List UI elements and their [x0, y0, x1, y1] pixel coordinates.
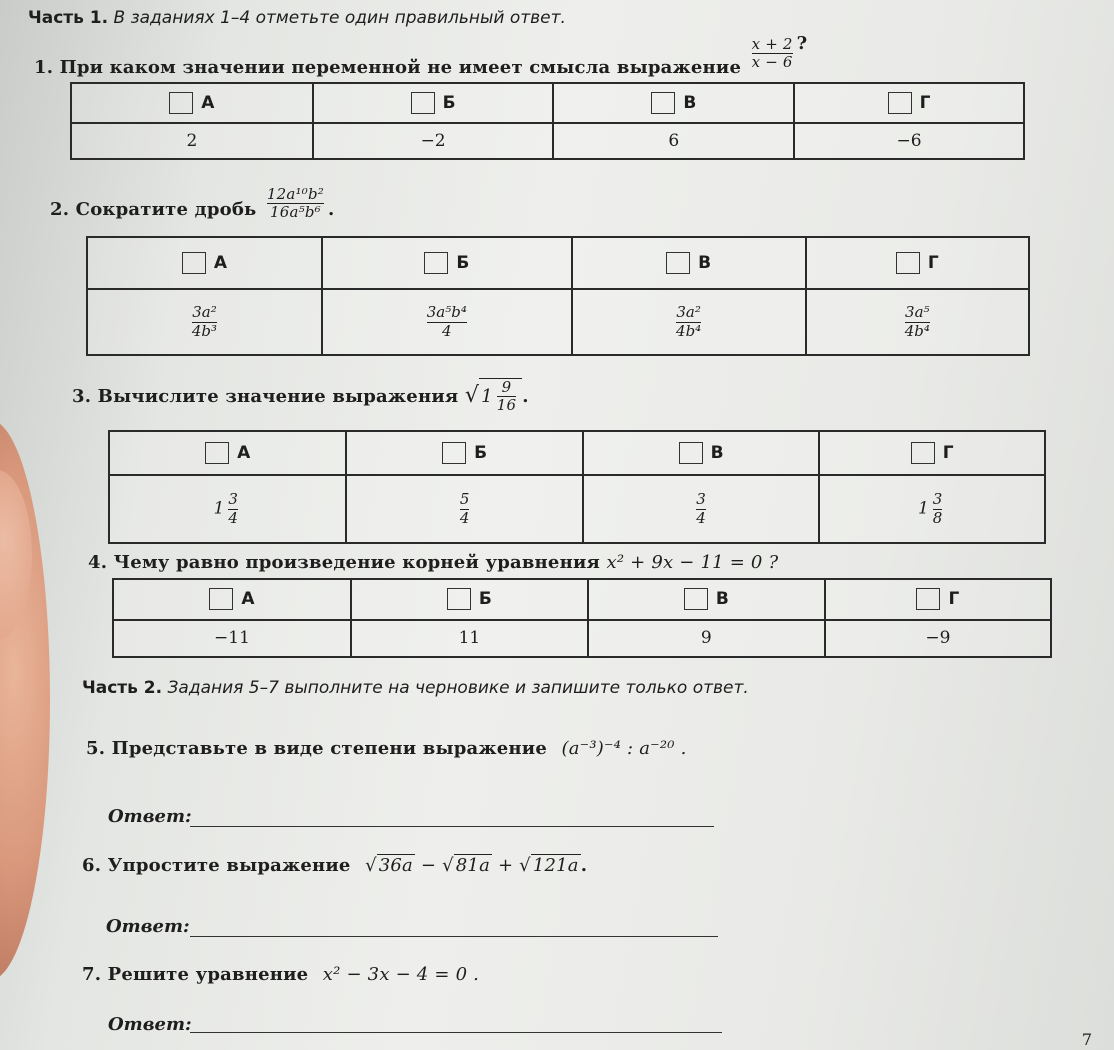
- question-7: 7. Решите уравнение x² − 3x − 4 = 0 .: [82, 964, 480, 985]
- checkbox[interactable]: [666, 252, 690, 274]
- answer-table-1: [70, 82, 1025, 160]
- option-a[interactable]: А: [71, 83, 313, 123]
- option-b-value: 11: [351, 620, 588, 657]
- page-number: 7: [1081, 1030, 1092, 1049]
- option-b[interactable]: Б: [313, 83, 554, 123]
- question-5: 5. Представьте в виде степени выражение (a⁻³)⁻⁴ : a⁻²⁰ .: [86, 738, 687, 759]
- question-1: 1. При каком значении переменной не имеет смысла выражение $\frac{x + 2}{x - 6}$ ?: [34, 32, 808, 78]
- option-g[interactable]: Г: [794, 83, 1024, 123]
- checkbox[interactable]: [169, 92, 193, 114]
- answer-table-4: [112, 578, 1052, 658]
- question-3: 3. Вычислите значение выражения √ 1 $\frac{9}{16}$ .: [72, 378, 529, 415]
- answer-field-5[interactable]: [190, 808, 714, 827]
- checkbox[interactable]: [684, 588, 708, 610]
- checkbox[interactable]: [679, 442, 703, 464]
- option-v[interactable]: В: [588, 579, 825, 620]
- option-a[interactable]: А: [109, 431, 346, 475]
- option-b-value: $\frac{5}{4}$: [346, 475, 582, 543]
- option-g-value: 1 $\frac{3}{8}$: [819, 475, 1045, 543]
- option-v[interactable]: В: [572, 237, 806, 289]
- option-v[interactable]: В: [553, 83, 794, 123]
- option-a-value: $\frac{\text{3a²}}{\text{4b³}}$: [87, 289, 322, 355]
- answer-table-3: [108, 430, 1046, 544]
- option-b-value: $\frac{\text{3a⁵b⁴}}{4}$: [322, 289, 572, 355]
- checkbox[interactable]: [442, 442, 466, 464]
- option-b[interactable]: Б: [346, 431, 582, 475]
- checkbox[interactable]: [651, 92, 675, 114]
- option-a-value: −11: [113, 620, 351, 657]
- option-v-value: 9: [588, 620, 825, 657]
- option-v-value: $\frac{\text{3a²}}{\text{4b⁴}}$: [572, 289, 806, 355]
- answer-label-6: Ответ:: [106, 916, 190, 937]
- option-g-value: −9: [825, 620, 1051, 657]
- checkbox[interactable]: [205, 442, 229, 464]
- checkbox[interactable]: [424, 252, 448, 274]
- part1-header: Часть 1. В заданиях 1–4 отметьте один правильный ответ.: [28, 8, 566, 28]
- checkbox[interactable]: [209, 588, 233, 610]
- option-g[interactable]: Г: [806, 237, 1029, 289]
- checkbox[interactable]: [182, 252, 206, 274]
- answer-field-6[interactable]: [190, 918, 718, 937]
- question-2: 2. Сократите дробь $\frac{\text{12a¹⁰b²}}{\text{16a⁵b⁶}}$ .: [50, 185, 335, 222]
- option-a[interactable]: А: [113, 579, 351, 620]
- checkbox[interactable]: [411, 92, 435, 114]
- option-g-value: $\frac{\text{3a⁵}}{\text{4b⁴}}$: [806, 289, 1029, 355]
- checkbox[interactable]: [888, 92, 912, 114]
- answer-label-7: Ответ:: [108, 1014, 192, 1035]
- option-b[interactable]: Б: [322, 237, 572, 289]
- option-a-value: 1 $\frac{3}{4}$: [109, 475, 346, 543]
- checkbox[interactable]: [916, 588, 940, 610]
- checkbox[interactable]: [911, 442, 935, 464]
- option-g-value: −6: [794, 123, 1024, 159]
- part2-header: Часть 2. Задания 5–7 выполните на черновике и запишите только ответ.: [82, 678, 749, 698]
- option-v-value: 6: [553, 123, 794, 159]
- option-a[interactable]: А: [87, 237, 322, 289]
- option-v-value: $\frac{3}{4}$: [583, 475, 819, 543]
- option-g[interactable]: Г: [819, 431, 1045, 475]
- checkbox[interactable]: [896, 252, 920, 274]
- option-b-value: −2: [313, 123, 554, 159]
- checkbox[interactable]: [447, 588, 471, 610]
- question-6: 6. Упростите выражение √ 36a − √ 81a + √ 121a .: [82, 855, 588, 876]
- answer-label-5: Ответ:: [108, 806, 192, 827]
- answer-table-2: [86, 236, 1030, 356]
- question-4: 4. Чему равно произведение корней уравнения x² + 9x − 11 = 0 ?: [88, 552, 779, 573]
- answer-field-7[interactable]: [190, 1016, 722, 1033]
- option-b[interactable]: Б: [351, 579, 588, 620]
- option-g[interactable]: Г: [825, 579, 1051, 620]
- option-v[interactable]: В: [583, 431, 819, 475]
- option-a-value: 2: [71, 123, 313, 159]
